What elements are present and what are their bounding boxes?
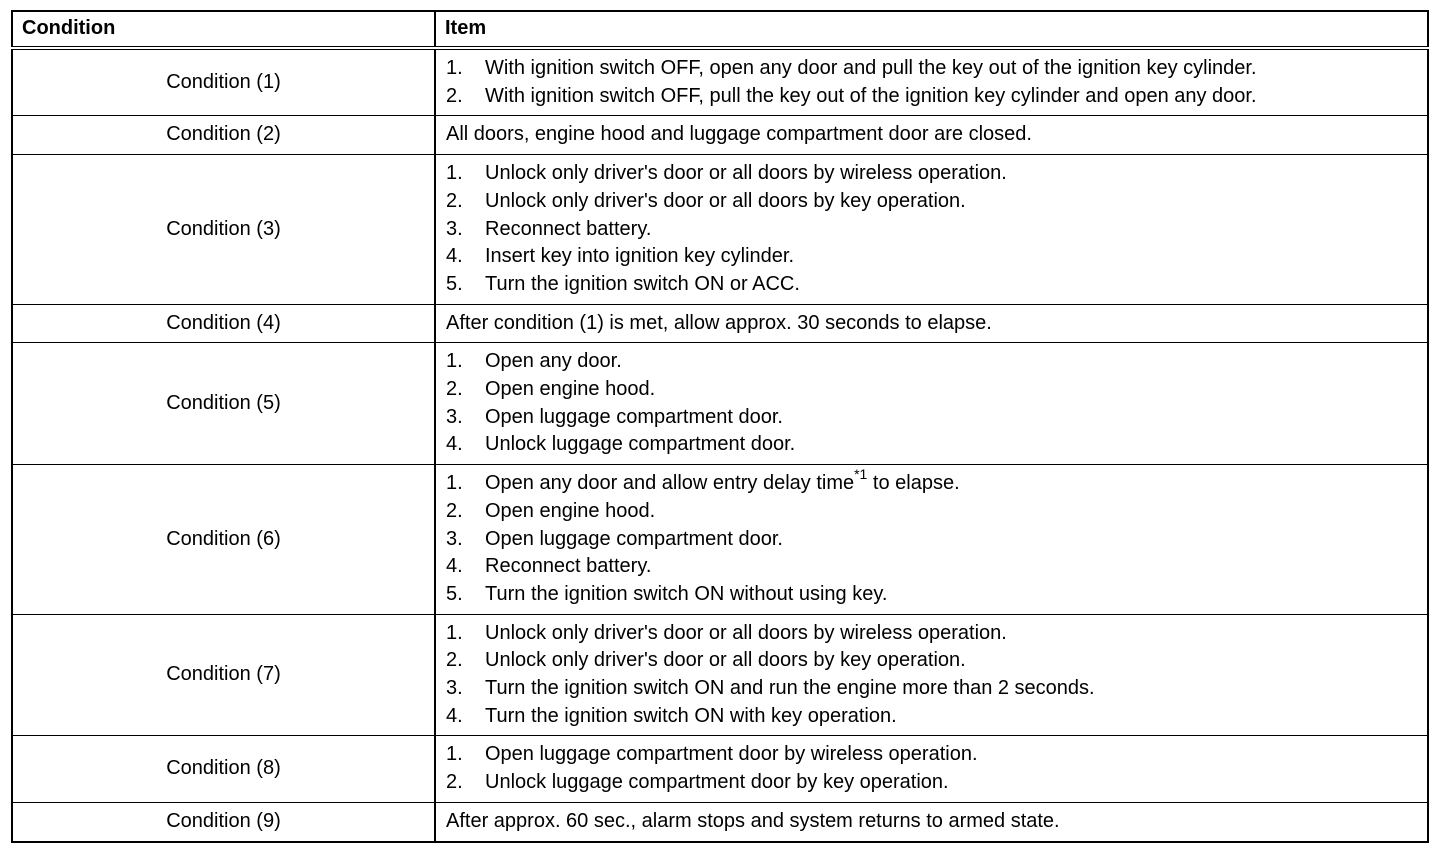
condition-label: Condition (9): [12, 802, 435, 841]
item-cell: [435, 802, 1428, 841]
item-number: 3.: [446, 217, 463, 240]
list-item: [446, 243, 1419, 271]
item-text-wrap: [485, 376, 655, 404]
item-number: 2.: [446, 649, 463, 672]
list-item: [446, 216, 1419, 244]
item-text: Turn the ignition switch ON or ACC.: [485, 272, 800, 295]
item-number: 1.: [446, 621, 463, 644]
item-text-wrap: [485, 581, 887, 609]
condition-label: Condition (3): [12, 155, 435, 305]
list-item: [446, 647, 1419, 675]
item-number: 3.: [446, 405, 463, 428]
item-text: Unlock only driver's door or all doors by key operation.: [485, 189, 966, 212]
item-text-wrap: [485, 216, 651, 244]
item-text-wrap: [485, 160, 1007, 188]
item-number: 1.: [446, 350, 463, 373]
item-number: 3.: [446, 677, 463, 700]
list-item: [446, 271, 1419, 299]
item-text-wrap: [485, 553, 651, 581]
table-row: [12, 614, 1428, 736]
item-cell: [435, 155, 1428, 305]
item-number: 2.: [446, 189, 463, 212]
footnote-marker: *1: [854, 466, 868, 483]
list-item: [446, 553, 1419, 581]
item-cell: [435, 304, 1428, 343]
item-cell: [435, 116, 1428, 155]
list-item: [446, 741, 1419, 769]
item-number: 2.: [446, 499, 463, 522]
item-text-wrap: [485, 466, 960, 498]
item-list: [446, 466, 1419, 609]
condition-label: Condition (7): [12, 614, 435, 736]
item-text: After condition (1) is met, allow approx. 30 seconds to elapse.: [446, 311, 992, 334]
condition-label: Condition (8): [12, 736, 435, 802]
table-body: [12, 48, 1428, 842]
item-text-wrap: [485, 769, 949, 797]
condition-table: [11, 10, 1429, 843]
condition-label: Condition (1): [12, 48, 435, 116]
item-text: Unlock only driver's door or all doors by wireless operation.: [485, 621, 1007, 644]
item-number: 1.: [446, 472, 463, 495]
table-row: [12, 343, 1428, 465]
table-row: [12, 48, 1428, 116]
item-text-wrap: [485, 675, 1095, 703]
list-item: [446, 55, 1419, 83]
item-text-wrap: [485, 431, 795, 459]
item-text-wrap: [485, 404, 783, 432]
item-text: Open luggage compartment door.: [485, 405, 783, 428]
item-text: Open any door and allow entry delay time: [485, 472, 855, 495]
item-cell: [435, 48, 1428, 116]
list-item: [446, 348, 1419, 376]
item-text: With ignition switch OFF, pull the key out of the ignition key cylinder and open any door.: [485, 84, 1257, 107]
item-text-wrap: [485, 55, 1257, 83]
item-text-wrap: [485, 647, 966, 675]
item-text: Unlock only driver's door or all doors by key operation.: [485, 649, 966, 672]
item-text: Unlock luggage compartment door.: [485, 433, 796, 456]
list-item: [446, 675, 1419, 703]
list-item: [446, 526, 1419, 554]
item-text: Open luggage compartment door by wireless operation.: [485, 743, 978, 766]
item-text-wrap: [485, 741, 978, 769]
item-text: After approx. 60 sec., alarm stops and system returns to armed state.: [446, 809, 1060, 832]
item-text-wrap: [485, 703, 897, 731]
item-cell: [435, 614, 1428, 736]
item-text: Open engine hood.: [485, 378, 656, 401]
list-item: [446, 404, 1419, 432]
header-item: Item: [435, 11, 1428, 48]
item-number: 4.: [446, 555, 463, 578]
list-item: [446, 188, 1419, 216]
item-text-wrap: [485, 526, 783, 554]
item-number: 2.: [446, 378, 463, 401]
item-list: [446, 348, 1419, 459]
item-text: Turn the ignition switch ON and run the engine more than 2 seconds.: [485, 677, 1095, 700]
item-number: 3.: [446, 527, 463, 550]
item-text-after: to elapse.: [867, 472, 960, 495]
condition-label: Condition (2): [12, 116, 435, 155]
table-row: [12, 802, 1428, 841]
table-row: [12, 155, 1428, 305]
list-item: [446, 581, 1419, 609]
condition-label: Condition (4): [12, 304, 435, 343]
table-row: [12, 465, 1428, 615]
item-number: 4.: [446, 245, 463, 268]
item-list: [446, 620, 1419, 731]
item-text: Open engine hood.: [485, 499, 656, 522]
item-number: 4.: [446, 433, 463, 456]
item-text-wrap: [485, 271, 800, 299]
item-text: With ignition switch OFF, open any door and pull the key out of the ignition key cylinder.: [485, 57, 1257, 79]
item-text: Open any door.: [485, 350, 622, 373]
item-cell: [435, 736, 1428, 802]
list-item: [446, 376, 1419, 404]
list-item: [446, 620, 1419, 648]
list-item: [446, 703, 1419, 731]
item-text-wrap: [485, 83, 1257, 111]
item-list: [446, 55, 1419, 110]
item-cell: [435, 343, 1428, 465]
header-row: [12, 11, 1428, 48]
item-text-wrap: [485, 243, 794, 271]
item-number: 1.: [446, 57, 463, 79]
header-condition: Condition: [12, 11, 435, 48]
item-text: Reconnect battery.: [485, 555, 652, 578]
item-text: Reconnect battery.: [485, 217, 652, 240]
item-text-wrap: [485, 620, 1007, 648]
item-number: 1.: [446, 162, 463, 185]
item-text-wrap: [485, 498, 655, 526]
item-text: Unlock luggage compartment door by key operation.: [485, 771, 949, 794]
item-number: 5.: [446, 582, 463, 605]
item-text-wrap: [485, 188, 966, 216]
item-text: Unlock only driver's door or all doors by wireless operation.: [485, 162, 1007, 185]
item-number: 5.: [446, 272, 463, 295]
list-item: [446, 160, 1419, 188]
item-number: 4.: [446, 704, 463, 727]
item-number: 2.: [446, 84, 463, 107]
item-text: Open luggage compartment door.: [485, 527, 783, 550]
item-text-wrap: [485, 348, 622, 376]
list-item: [446, 466, 1419, 498]
item-text: Turn the ignition switch ON with key operation.: [485, 704, 897, 727]
condition-label: Condition (6): [12, 465, 435, 615]
list-item: [446, 83, 1419, 111]
condition-label: Condition (5): [12, 343, 435, 465]
list-item: [446, 431, 1419, 459]
item-text: All doors, engine hood and luggage compartment door are closed.: [446, 123, 1032, 146]
table-row: [12, 304, 1428, 343]
item-list: [446, 741, 1419, 796]
table-row: [12, 116, 1428, 155]
item-text: Insert key into ignition key cylinder.: [485, 245, 795, 268]
item-cell: [435, 465, 1428, 615]
list-item: [446, 498, 1419, 526]
item-number: 2.: [446, 771, 463, 794]
item-list: [446, 160, 1419, 299]
item-number: 1.: [446, 743, 463, 766]
list-item: [446, 769, 1419, 797]
item-text: Turn the ignition switch ON without using key.: [485, 582, 888, 605]
table-row: [12, 736, 1428, 802]
